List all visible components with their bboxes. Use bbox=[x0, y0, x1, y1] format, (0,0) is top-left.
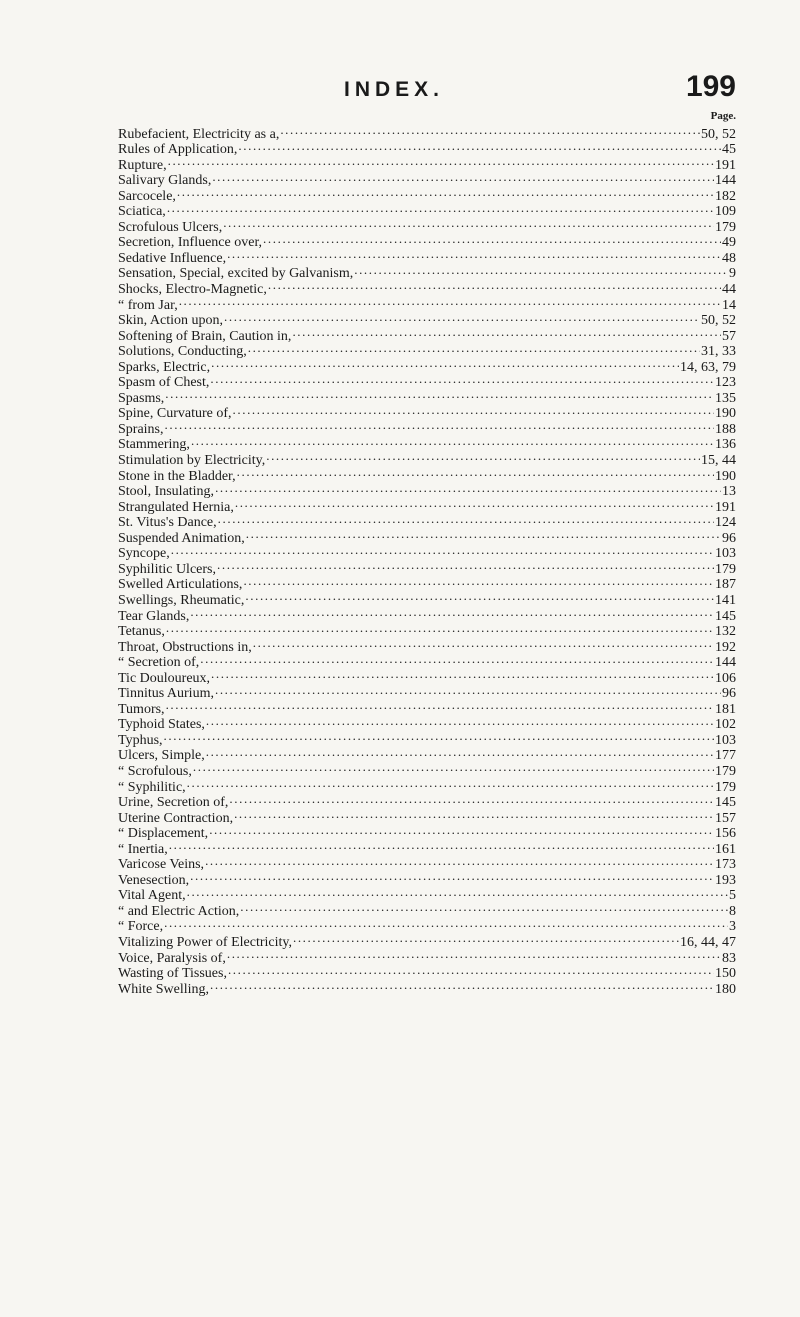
index-entry-pages: 45 bbox=[722, 142, 736, 158]
page-column-heading: Page. bbox=[710, 110, 736, 122]
index-entry-label: Secretion, Influence over, bbox=[118, 235, 263, 251]
index-entry bbox=[118, 355, 736, 375]
index-entry-label: Solutions, Conducting, bbox=[118, 344, 247, 360]
index-entry-label: Vitalizing Power of Electricity, bbox=[118, 934, 292, 950]
index-entry-pages: 14 bbox=[722, 297, 736, 313]
index-entry-pages: 48 bbox=[722, 250, 736, 266]
index-entry-pages: 3 bbox=[729, 919, 736, 935]
index-entry-pages: 191 bbox=[715, 499, 736, 515]
dot-leader bbox=[200, 651, 714, 667]
index-entry-pages: 141 bbox=[715, 592, 736, 608]
dot-leader bbox=[191, 433, 714, 449]
index-entry-pages: 8 bbox=[729, 903, 736, 919]
dot-leader bbox=[210, 371, 714, 387]
index-entry-label: Typhoid States, bbox=[118, 717, 205, 733]
index-entry-label: Spasms, bbox=[118, 390, 165, 406]
dot-leader bbox=[166, 697, 714, 713]
index-entry bbox=[118, 371, 736, 391]
index-entry-pages: 96 bbox=[722, 686, 736, 702]
index-entry-label: Wasting of Tissues, bbox=[118, 966, 227, 982]
index-entry-label: Rubefacient, Electricity as a, bbox=[118, 126, 280, 142]
dot-leader bbox=[210, 977, 714, 993]
index-entry-label: Sciatica, bbox=[118, 204, 166, 220]
index-entry-label: Salivary Glands, bbox=[118, 173, 212, 189]
index-entry-pages: 156 bbox=[715, 826, 736, 842]
index-entry-label: Scrofulous Ulcers, bbox=[118, 219, 223, 235]
index-entry-pages: 96 bbox=[722, 530, 736, 546]
index-entry-label: Suspended Animation, bbox=[118, 530, 245, 546]
index-entry-label: “ Scrofulous, bbox=[118, 763, 192, 779]
dot-leader bbox=[266, 448, 700, 464]
index-entry bbox=[118, 791, 736, 811]
dot-leader bbox=[215, 682, 721, 698]
dot-leader bbox=[253, 635, 714, 651]
index-entry-pages: 109 bbox=[715, 204, 736, 220]
index-entry-label: Sedative Influence, bbox=[118, 250, 227, 266]
index-entry-pages: 132 bbox=[715, 624, 736, 640]
index-entry-pages: 83 bbox=[722, 950, 736, 966]
index-entry-pages: 16, 44, 47 bbox=[680, 934, 736, 950]
dot-leader bbox=[248, 340, 700, 356]
dot-leader bbox=[293, 930, 679, 946]
index-entry-label: Spine, Curvature of, bbox=[118, 406, 232, 422]
dot-leader bbox=[187, 884, 728, 900]
index-entry-label: Sarcocele, bbox=[118, 188, 176, 204]
dot-leader bbox=[243, 573, 714, 589]
index-entry-label: “ Displacement, bbox=[118, 826, 209, 842]
index-entry-label: Stone in the Bladder, bbox=[118, 468, 236, 484]
index-entry-label: Shocks, Electro-Magnetic, bbox=[118, 282, 267, 298]
index-entry-pages: 124 bbox=[715, 515, 736, 531]
dot-leader bbox=[190, 604, 714, 620]
index-entry bbox=[118, 542, 736, 562]
index-entry bbox=[118, 651, 736, 671]
index-entry-pages: 180 bbox=[715, 981, 736, 997]
index-entry-label: Strangulated Hernia, bbox=[118, 499, 234, 515]
index-entry-pages: 123 bbox=[715, 375, 736, 391]
index-entry-label: Rules of Application, bbox=[118, 142, 238, 158]
index-entry-label: Sprains, bbox=[118, 421, 164, 437]
index-entry-pages: 187 bbox=[715, 577, 736, 593]
dot-leader bbox=[167, 200, 714, 216]
index-entry-label: Urine, Secretion of, bbox=[118, 795, 229, 811]
index-entry bbox=[118, 620, 736, 640]
index-entry-label: Spasm of Chest, bbox=[118, 375, 210, 391]
index-entry bbox=[118, 915, 736, 935]
index-entry-label: St. Vitus's Dance, bbox=[118, 515, 217, 531]
index-entry-pages: 145 bbox=[715, 795, 736, 811]
index-entry-label: “ Syphilitic, bbox=[118, 779, 186, 795]
index-entry-pages: 191 bbox=[715, 157, 736, 173]
dot-leader bbox=[217, 557, 714, 573]
index-entry bbox=[118, 200, 736, 220]
index-entry bbox=[118, 635, 736, 655]
index-entry-pages: 144 bbox=[715, 173, 736, 189]
index-entry-label: Swellings, Rheumatic, bbox=[118, 592, 245, 608]
index-entry-label: Tear Glands, bbox=[118, 608, 190, 624]
index-page bbox=[118, 70, 736, 997]
dot-leader bbox=[245, 588, 714, 604]
index-entry bbox=[118, 837, 736, 857]
dot-leader bbox=[177, 184, 714, 200]
index-entry-label: “ Secretion of, bbox=[118, 655, 200, 671]
index-entry-pages: 106 bbox=[715, 670, 736, 686]
dot-leader bbox=[280, 122, 700, 138]
index-entry-label: Stool, Insulating, bbox=[118, 484, 215, 500]
index-list bbox=[118, 122, 736, 997]
index-entry-label: Sparks, Electric, bbox=[118, 359, 211, 375]
index-entry-pages: 31, 33 bbox=[701, 344, 736, 360]
index-entry-pages: 50, 52 bbox=[701, 126, 736, 142]
index-entry bbox=[118, 604, 736, 624]
index-entry bbox=[118, 759, 736, 779]
index-entry bbox=[118, 744, 736, 764]
index-entry-label: Venesection, bbox=[118, 872, 190, 888]
index-entry-label: Varicose Veins, bbox=[118, 857, 205, 873]
index-entry bbox=[118, 153, 736, 173]
index-entry-label: “ and Electric Action, bbox=[118, 903, 240, 919]
index-entry-pages: 136 bbox=[715, 437, 736, 453]
index-entry bbox=[118, 184, 736, 204]
index-entry-pages: 190 bbox=[715, 468, 736, 484]
index-entry bbox=[118, 169, 736, 189]
dot-leader bbox=[211, 666, 714, 682]
index-entry bbox=[118, 557, 736, 577]
dot-leader bbox=[227, 946, 721, 962]
index-entry-label: Typhus, bbox=[118, 732, 163, 748]
index-entry-label: Rupture, bbox=[118, 157, 167, 173]
dot-leader bbox=[246, 526, 721, 542]
index-entry-pages: 179 bbox=[715, 763, 736, 779]
dot-leader bbox=[292, 324, 721, 340]
index-entry-label: Voice, Paralysis of, bbox=[118, 950, 226, 966]
index-entry bbox=[118, 433, 736, 453]
index-entry-pages: 193 bbox=[715, 872, 736, 888]
dot-leader bbox=[238, 138, 721, 154]
index-entry-pages: 15, 44 bbox=[701, 453, 736, 469]
dot-leader bbox=[168, 153, 714, 169]
index-entry bbox=[118, 666, 736, 686]
index-entry-pages: 179 bbox=[715, 219, 736, 235]
index-entry-label: Throat, Obstructions in, bbox=[118, 639, 252, 655]
index-entry bbox=[118, 728, 736, 748]
dot-leader bbox=[227, 246, 721, 262]
index-entry-pages: 103 bbox=[715, 546, 736, 562]
index-entry-pages: 44 bbox=[722, 282, 736, 298]
index-entry-label: Uterine Contraction, bbox=[118, 810, 234, 826]
index-entry-pages: 181 bbox=[715, 701, 736, 717]
index-entry bbox=[118, 386, 736, 406]
index-entry-label: “ Inertia, bbox=[118, 841, 168, 857]
dot-leader bbox=[164, 915, 728, 931]
dot-leader bbox=[224, 309, 700, 325]
page-number: 199 bbox=[685, 70, 736, 103]
index-entry bbox=[118, 884, 736, 904]
index-entry-label: Syphilitic Ulcers, bbox=[118, 561, 216, 577]
dot-leader bbox=[268, 277, 721, 293]
index-entry-pages: 5 bbox=[729, 888, 736, 904]
dot-leader bbox=[240, 899, 728, 915]
dot-leader bbox=[263, 231, 721, 247]
index-entry bbox=[118, 697, 736, 717]
dot-leader bbox=[218, 511, 714, 527]
index-entry-pages: 9 bbox=[729, 266, 736, 282]
dot-leader bbox=[229, 791, 714, 807]
dot-leader bbox=[212, 169, 714, 185]
index-entry-pages: 103 bbox=[715, 732, 736, 748]
index-entry-label: Ulcers, Simple, bbox=[118, 748, 205, 764]
dot-leader bbox=[171, 542, 714, 558]
index-entry bbox=[118, 402, 736, 422]
index-entry-label: “ from Jar, bbox=[118, 297, 178, 313]
index-entry bbox=[118, 977, 736, 997]
index-entry bbox=[118, 899, 736, 919]
dot-leader bbox=[235, 495, 714, 511]
index-entry bbox=[118, 417, 736, 437]
index-entry-label: Softening of Brain, Caution in, bbox=[118, 328, 292, 344]
index-entry-pages: 135 bbox=[715, 390, 736, 406]
index-entry bbox=[118, 682, 736, 702]
index-entry bbox=[118, 215, 736, 235]
index-entry-pages: 173 bbox=[715, 857, 736, 873]
dot-leader bbox=[228, 962, 714, 978]
index-entry-pages: 188 bbox=[715, 421, 736, 437]
index-entry-pages: 49 bbox=[722, 235, 736, 251]
dot-leader bbox=[166, 620, 714, 636]
dot-leader bbox=[354, 262, 728, 278]
index-entry bbox=[118, 713, 736, 733]
dot-leader bbox=[211, 355, 679, 371]
index-entry-pages: 145 bbox=[715, 608, 736, 624]
index-entry-label: Syncope, bbox=[118, 546, 170, 562]
index-entry-label: Tinnitus Aurium, bbox=[118, 686, 214, 702]
index-entry bbox=[118, 930, 736, 950]
index-entry-pages: 192 bbox=[715, 639, 736, 655]
index-entry-pages: 190 bbox=[715, 406, 736, 422]
dot-leader bbox=[215, 480, 721, 496]
dot-leader bbox=[234, 806, 714, 822]
dot-leader bbox=[205, 853, 714, 869]
page-header bbox=[118, 70, 736, 110]
index-entry-label: Vital Agent, bbox=[118, 888, 186, 904]
index-entry-pages: 177 bbox=[715, 748, 736, 764]
index-entry-pages: 57 bbox=[722, 328, 736, 344]
index-entry-pages: 157 bbox=[715, 810, 736, 826]
index-entry-label: Stimulation by Electricity, bbox=[118, 453, 266, 469]
index-entry bbox=[118, 293, 736, 313]
dot-leader bbox=[164, 728, 714, 744]
index-entry bbox=[118, 822, 736, 842]
index-entry-label: White Swelling, bbox=[118, 981, 209, 997]
dot-leader bbox=[209, 822, 714, 838]
dot-leader bbox=[165, 386, 714, 402]
index-entry-pages: 182 bbox=[715, 188, 736, 204]
index-entry-label: Swelled Articulations, bbox=[118, 577, 243, 593]
index-entry-pages: 14, 63, 79 bbox=[680, 359, 736, 375]
index-entry-label: Tic Douloureux, bbox=[118, 670, 211, 686]
index-entry bbox=[118, 868, 736, 888]
index-entry-pages: 179 bbox=[715, 779, 736, 795]
index-entry-label: Sensation, Special, excited by Galvanism, bbox=[118, 266, 354, 282]
index-entry-pages: 102 bbox=[715, 717, 736, 733]
index-entry-label: “ Force, bbox=[118, 919, 164, 935]
index-entry-pages: 50, 52 bbox=[701, 313, 736, 329]
index-entry-pages: 13 bbox=[722, 484, 736, 500]
index-entry-label: Tumors, bbox=[118, 701, 165, 717]
dot-leader bbox=[237, 464, 714, 480]
dot-leader bbox=[187, 775, 714, 791]
dot-leader bbox=[179, 293, 721, 309]
dot-leader bbox=[233, 402, 714, 418]
index-entry-pages: 150 bbox=[715, 966, 736, 982]
dot-leader bbox=[193, 759, 714, 775]
index-entry-pages: 144 bbox=[715, 655, 736, 671]
dot-leader bbox=[223, 215, 714, 231]
dot-leader bbox=[169, 837, 714, 853]
dot-leader bbox=[206, 713, 714, 729]
index-entry-label: Skin, Action upon, bbox=[118, 313, 224, 329]
index-entry bbox=[118, 775, 736, 795]
dot-leader bbox=[165, 417, 715, 433]
page-title: INDEX. bbox=[344, 78, 445, 101]
dot-leader bbox=[206, 744, 714, 760]
index-entry-pages: 161 bbox=[715, 841, 736, 857]
index-entry bbox=[118, 309, 736, 329]
index-entry bbox=[118, 122, 736, 142]
index-entry bbox=[118, 853, 736, 873]
index-entry-label: Stammering, bbox=[118, 437, 190, 453]
index-entry-label: Tetanus, bbox=[118, 624, 165, 640]
dot-leader bbox=[190, 868, 714, 884]
index-entry bbox=[118, 448, 736, 469]
index-entry-pages: 179 bbox=[715, 561, 736, 577]
